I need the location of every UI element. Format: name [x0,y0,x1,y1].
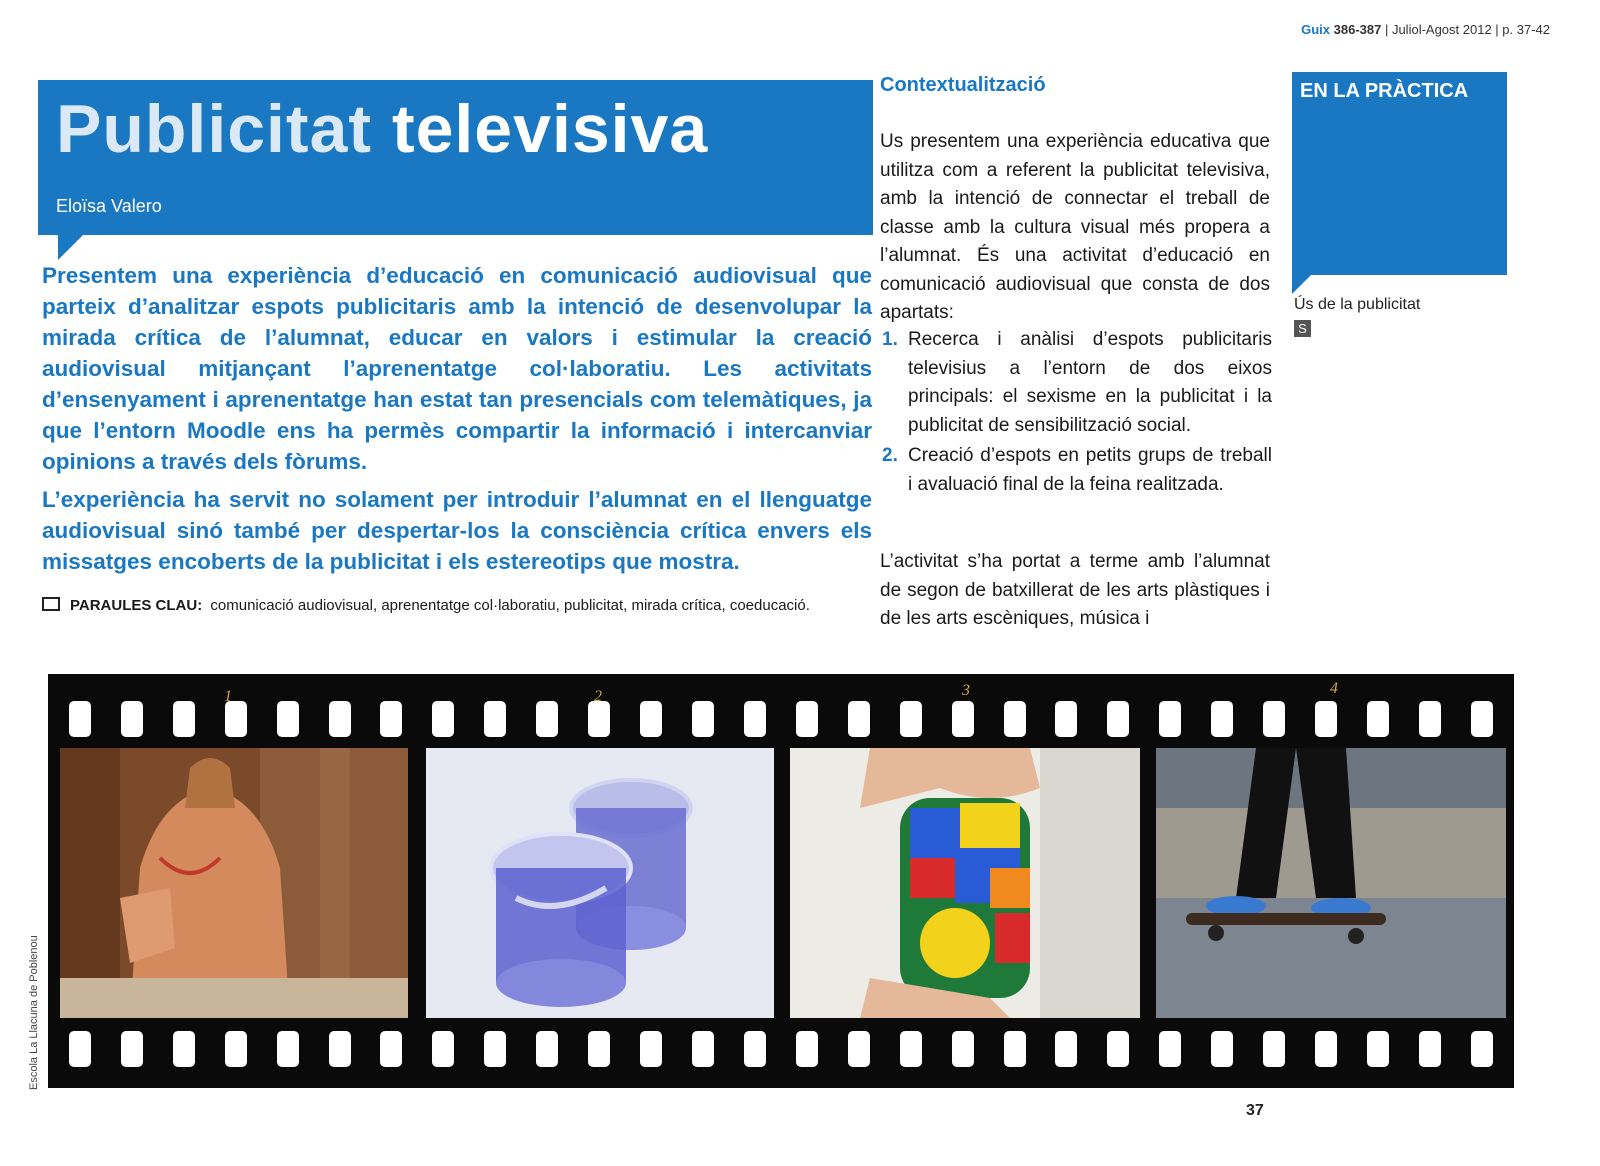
journal-pages: p. 37-42 [1502,22,1550,37]
film-perforation [1263,1031,1285,1067]
practice-box [1292,72,1507,275]
film-perforation [1159,701,1181,737]
film-perforation [1471,701,1493,737]
film-perforation [1107,701,1129,737]
section-heading: Contextualització [880,74,1046,96]
list-item [882,326,1272,440]
frame-number: 1 [224,688,232,705]
film-perforation [1004,1031,1026,1067]
list-item [882,442,1272,499]
film-perforation [588,701,610,737]
list-number: 2. [882,445,898,466]
photo-credit: Escola La Llacuna de Poblenou [28,935,40,1090]
journal-issue: 386-387 [1333,22,1382,37]
film-perforation [432,1031,454,1067]
film-perforation [1471,1031,1493,1067]
keywords-label: PARAULES CLAU: [70,597,203,614]
keywords [42,594,842,618]
film-perforation [900,1031,922,1067]
film-perforation [484,701,506,737]
film-perforation [277,701,299,737]
film-perforation [1211,701,1233,737]
film-perforation [329,701,351,737]
list-number: 1. [882,329,898,350]
film-strip [48,674,1514,1088]
photo-back-image [60,748,408,1018]
journal-reference: Guix 386-387 | Juliol-Agost 2012 | p. 37-42 [1301,22,1550,37]
film-perforation [536,701,558,737]
film-perforation [900,701,922,737]
film-perforation [1055,1031,1077,1067]
film-perforation [952,701,974,737]
film-perforation [329,1031,351,1067]
film-perforation [848,1031,870,1067]
practice-box-tail [1292,274,1312,294]
frame-photo-playdough [790,748,1140,1018]
lead-paragraph-1: Presentem una experiència d’educació en comunicació audiovisual que parteix d’analitzar espots publicitaris amb la intenció de desenvolupar la mirada crítica de l’alumnat, educar en valors i estimular la creació audiovisual mitjançant l’aprenentatge col·laboratiu. Les activitats d’ensenyament i aprenentatge han estat tan presencials com telemàtiques, ja que l’entorn Moodle ens ha permès compartir la informació i intercanviar opinions a través dels fòrums. [42,263,872,474]
film-perforations-top [48,696,1514,742]
film-perforation [432,701,454,737]
journal-name: Guix [1301,22,1330,37]
film-perforations-bottom [48,1026,1514,1072]
context-paragraph-1: Us presentem una experiència educativa que utilitza com a referent la publicitat televisiva, amb la intenció de connectar el treball de classe amb la cultura visual més propera a l’alumnat. És una activitat d’educació en comunicació audiovisual que consta de dos apartats: [880,131,1270,323]
film-perforation [796,1031,818,1067]
film-perforation [796,701,818,737]
film-perforation [1315,701,1337,737]
film-perforation [588,1031,610,1067]
film-perforation [744,701,766,737]
frame-photo-back [60,748,408,1018]
context-paragraph-2: L’activitat s’ha portat a terme amb l’alumnat de segon de batxillerat de les arts plàstiques i de les arts escèniques, música i [880,551,1270,629]
keywords-text: comunicació audiovisual, aprenentatge col·laboratiu, publicitat, mirada crítica, coeducació. [210,597,810,614]
title-banner [38,80,873,235]
photo-playdough-image [790,748,1140,1018]
film-perforation [640,1031,662,1067]
photo-skateboard-image [1156,748,1506,1018]
film-perforation [692,1031,714,1067]
film-perforation [380,1031,402,1067]
film-perforation [225,1031,247,1067]
list-text: Recerca i anàlisi d’espots publicitaris televisius a l’entorn de dos eixos principals: el sexisme en la publicitat i la publicitat de sensibilització social. [908,329,1272,436]
film-perforation [848,701,870,737]
film-perforation [1107,1031,1129,1067]
lead-paragraph-2: L’experiència ha servit no solament per introduir l’alumnat en el llenguatge audiovisual sinó també per despertar-los la consciència crítica envers els missatges encoberts de la publicitat i els estereotips que mostra. [42,487,872,574]
film-perforation [1263,701,1285,737]
film-perforation [173,1031,195,1067]
title-banner-tail [58,234,84,260]
folder-icon [42,597,60,611]
film-perforation [1004,701,1026,737]
frame-number: 3 [962,682,970,699]
frame-photo-skateboard [1156,748,1506,1018]
film-perforation [69,1031,91,1067]
film-perforation [1367,1031,1389,1067]
film-perforation [225,701,247,737]
film-perforation [121,1031,143,1067]
frame-number: 4 [1330,680,1338,697]
page-number: 37 [1246,1102,1264,1119]
list-text: Creació d’espots en petits grups de treball i avaluació final de la feina realitzada. [908,445,1272,495]
film-perforation [536,1031,558,1067]
title-word-1: Publicitat [56,91,373,167]
film-perforation [1211,1031,1233,1067]
film-perforation [484,1031,506,1067]
film-perforation [744,1031,766,1067]
numbered-list [882,326,1272,501]
film-perforation [1055,701,1077,737]
practice-box-title: EN LA PRÀCTICA [1300,80,1469,102]
film-perforation [640,701,662,737]
film-perforation [692,701,714,737]
article-author: Eloïsa Valero [56,196,162,216]
practice-note: Ús de la publicitat [1294,296,1421,313]
article-title [56,90,708,168]
section-badge: S [1294,320,1311,337]
film-perforation [173,701,195,737]
frame-number: 2 [594,688,602,705]
frame-photo-glasses [426,748,774,1018]
film-perforation [1419,701,1441,737]
film-perforation [1367,701,1389,737]
film-perforation [1419,1031,1441,1067]
film-perforation [277,1031,299,1067]
journal-date: Juliol-Agost 2012 [1391,22,1492,37]
film-perforation [121,701,143,737]
film-perforation [380,701,402,737]
title-word-2: televisiva [391,91,709,167]
film-perforation [69,701,91,737]
film-perforation [952,1031,974,1067]
film-perforation [1315,1031,1337,1067]
photo-glasses-image [426,748,774,1018]
film-perforation [1159,1031,1181,1067]
